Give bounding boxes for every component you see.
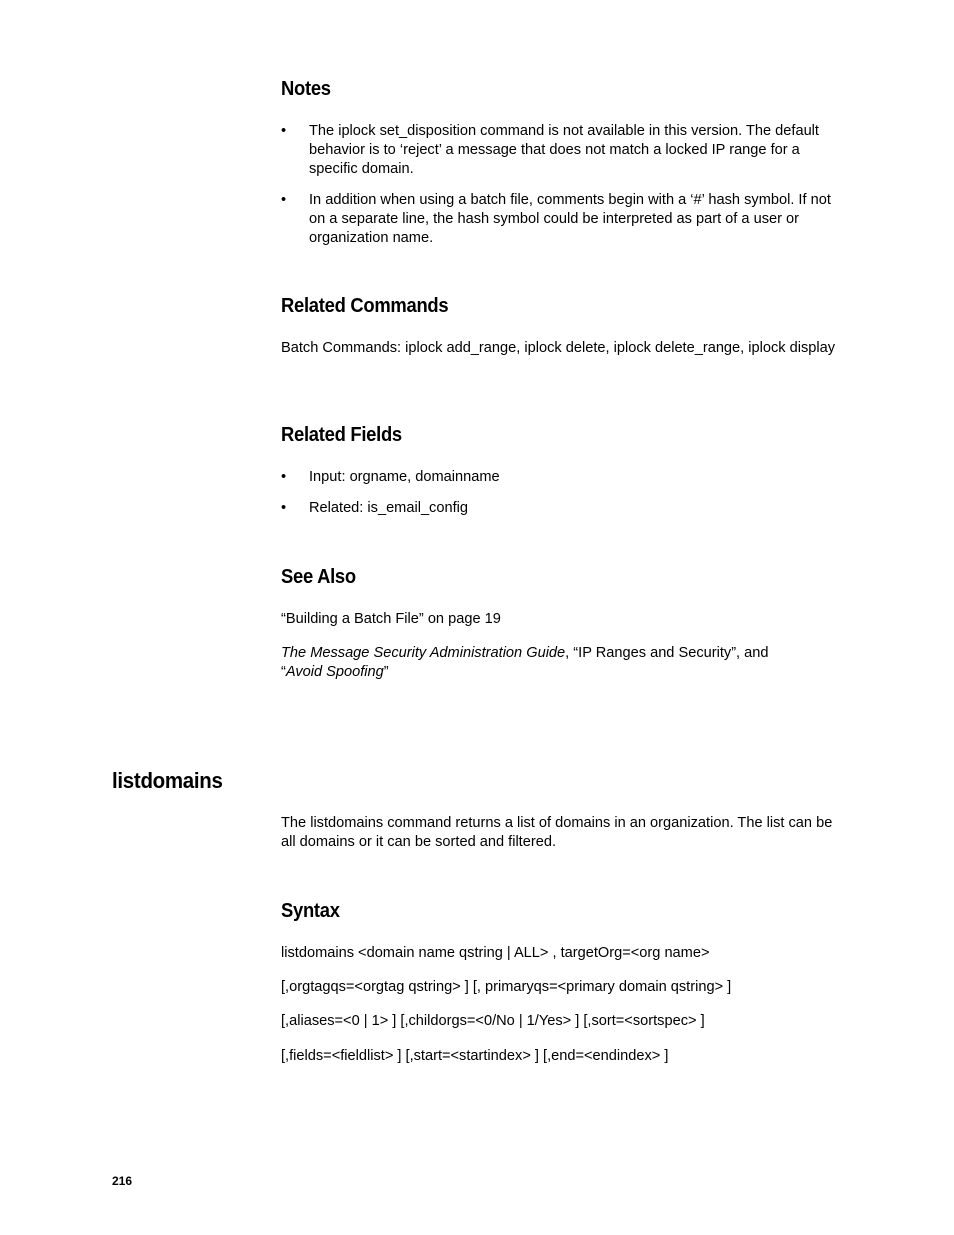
see-also-heading: See Also bbox=[281, 566, 356, 588]
notes-heading: Notes bbox=[281, 78, 331, 100]
syntax-line: [,aliases=<0 | 1> ] [,childorgs=<0/No | 1/Yes> ] [,sort=<sortspec> ] bbox=[281, 1013, 705, 1029]
bullet-icon: • bbox=[281, 469, 287, 485]
list-item bbox=[281, 499, 846, 518]
guide-middle: , “IP Ranges and Security”, and bbox=[565, 645, 769, 661]
avoid-spoofing: Avoid Spoofing bbox=[285, 664, 384, 680]
field-text: Related: is_email_config bbox=[309, 500, 468, 516]
quote-open: “ bbox=[281, 664, 286, 680]
note-text: In addition when using a batch file, comments begin with a ‘#’ hash symbol. If not on a separate line, the hash symbol could be interpreted as part of a user or organization name. bbox=[309, 192, 831, 246]
listdomains-description: The listdomains command returns a list of domains in an organization. The list can be all domains or it can be sorted and filtered. bbox=[281, 815, 833, 850]
see-also-guide bbox=[281, 644, 846, 682]
syntax-line: [,orgtagqs=<orgtag qstring> ] [, primaryqs=<primary domain qstring> ] bbox=[281, 979, 732, 995]
related-commands-text: Batch Commands: iplock add_range, iplock delete, iplock delete_range, iplock display bbox=[281, 340, 836, 356]
bullet-icon: • bbox=[281, 123, 287, 139]
syntax-heading: Syntax bbox=[281, 900, 340, 922]
bullet-icon: • bbox=[281, 192, 287, 208]
see-also-link[interactable]: “Building a Batch File” on page 19 bbox=[281, 611, 501, 627]
field-text: Input: orgname, domainname bbox=[309, 469, 500, 485]
quote-close: ” bbox=[383, 664, 389, 680]
bullet-icon: • bbox=[281, 500, 287, 516]
syntax-line: listdomains <domain name qstring | ALL> , targetOrg=<org name> bbox=[281, 945, 710, 961]
syntax-line: [,fields=<fieldlist> ] [,start=<startindex> ] [,end=<endindex> ] bbox=[281, 1048, 669, 1064]
note-text: The iplock set_disposition command is not available in this version. The default behavior is to ‘reject’ a message that does not match a locked IP range for a specific domain. bbox=[309, 123, 819, 177]
related-commands-heading: Related Commands bbox=[281, 295, 449, 317]
page-number: 216 bbox=[112, 1174, 133, 1188]
list-item bbox=[281, 191, 846, 248]
guide-title: The Message Security Administration Guide bbox=[281, 645, 566, 661]
related-fields-heading: Related Fields bbox=[281, 424, 402, 446]
listdomains-heading: listdomains bbox=[112, 768, 223, 793]
list-item bbox=[281, 122, 846, 179]
related-fields-list bbox=[281, 468, 846, 518]
list-item bbox=[281, 468, 846, 487]
notes-list bbox=[281, 122, 846, 248]
